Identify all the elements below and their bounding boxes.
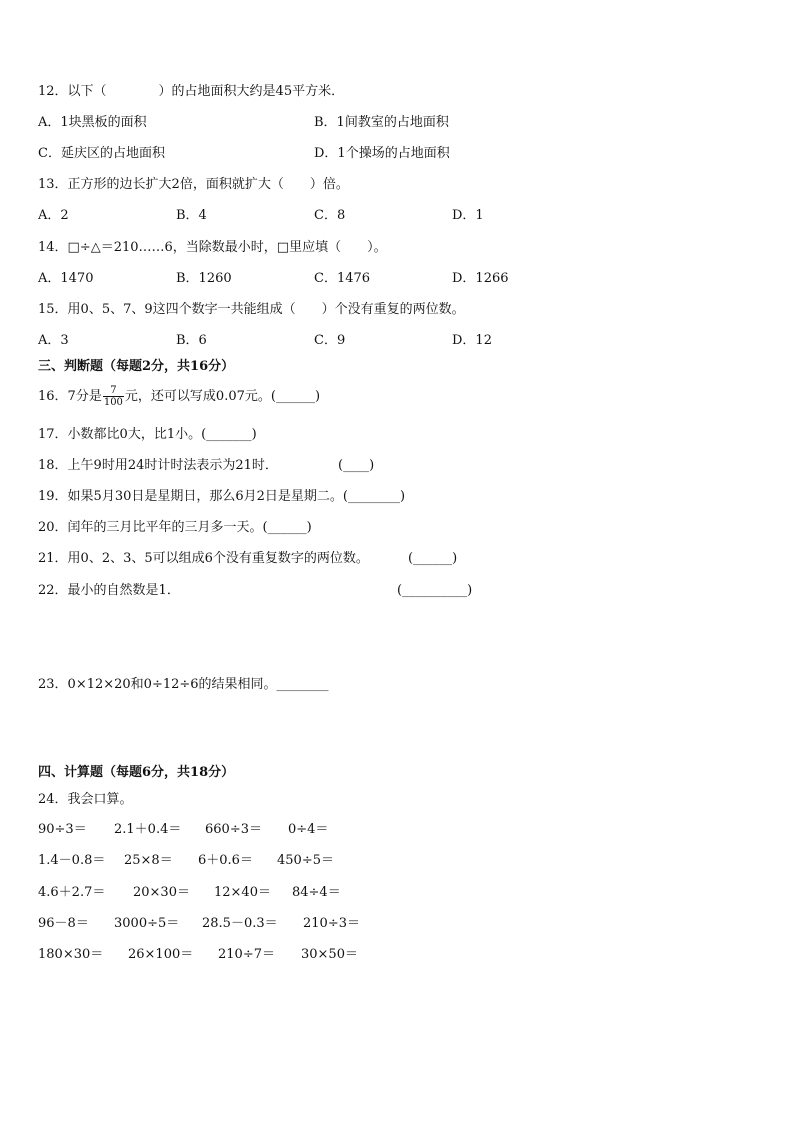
calc-item: 3000÷5＝ xyxy=(114,916,180,931)
q15-option-a: A．3 xyxy=(38,333,69,348)
q13-option-b: B．4 xyxy=(176,208,207,223)
question-13-stem: 13．正方形的边长扩大2倍，面积就扩大（ ）倍。 xyxy=(38,177,349,192)
question-22-text: 22．最小的自然数是1． xyxy=(38,583,180,598)
calc-item: 450÷5＝ xyxy=(277,853,334,868)
question-17: 17．小数都比0大，比1小。(_______) xyxy=(38,427,257,442)
section-4-heading: 四、计算题（每题6分，共18分） xyxy=(38,765,235,780)
calc-item: 210÷3＝ xyxy=(303,916,360,931)
question-18-answer-blank: (____) xyxy=(338,458,375,473)
section-3-heading: 三、判断题（每题2分，共16分） xyxy=(38,359,235,374)
question-23: 23．0×12×20和0÷12÷6的结果相同。________ xyxy=(38,677,329,692)
calc-item: 660÷3＝ xyxy=(205,822,262,837)
q15-option-d: D．12 xyxy=(452,333,492,348)
question-21-text: 21．用0、2、3、5可以组成6个没有重复数字的两位数。 xyxy=(38,551,369,566)
q16-fraction-denominator: 100 xyxy=(103,397,123,408)
calc-item: 4.6＋2.7＝ xyxy=(38,885,106,900)
question-19: 19．如果5月30日是星期日，那么6月2日是星期二。(________) xyxy=(38,489,406,504)
question-12-stem: 12．以下（ ）的占地面积大约是45平方米． xyxy=(38,84,345,99)
question-21-answer-blank: (______) xyxy=(408,551,458,566)
q14-option-d: D．1266 xyxy=(452,271,509,286)
q12-option-d: D．1个操场的占地面积 xyxy=(314,146,450,161)
calc-item: 0÷4＝ xyxy=(288,822,329,837)
q16-text-after: 元，还可以写成0.07元。(______) xyxy=(124,389,321,404)
question-22-answer-blank: (__________) xyxy=(397,583,473,598)
q16-fraction-numerator: 7 xyxy=(103,385,124,397)
calc-item: 12×40＝ xyxy=(214,885,271,900)
question-14-stem: 14．□÷△＝210……6，当除数最小时，□里应填（ ）。 xyxy=(38,240,387,255)
calc-item: 25×8＝ xyxy=(124,853,173,868)
q13-option-c: C．8 xyxy=(314,208,346,223)
q14-option-b: B．1260 xyxy=(176,271,232,286)
q16-text-before: 16．7分是 xyxy=(38,389,102,404)
q14-option-a: A．1470 xyxy=(38,271,94,286)
q13-option-a: A．2 xyxy=(38,208,69,223)
q15-option-c: C．9 xyxy=(314,333,346,348)
calc-item: 20×30＝ xyxy=(133,885,190,900)
question-18-text: 18．上午9时用24时计时法表示为21时． xyxy=(38,458,278,473)
calc-item: 84÷4＝ xyxy=(292,885,341,900)
q12-option-c: C．延庆区的占地面积 xyxy=(38,146,165,161)
calc-item: 28.5－0.3＝ xyxy=(202,916,278,931)
calc-item: 210÷7＝ xyxy=(218,947,275,962)
q13-option-d: D．1 xyxy=(452,208,484,223)
calc-item: 30×50＝ xyxy=(301,947,358,962)
calc-item: 1.4－0.8＝ xyxy=(38,853,106,868)
calc-item: 90÷3＝ xyxy=(38,822,87,837)
calc-item: 180×30＝ xyxy=(38,947,104,962)
q16-fraction xyxy=(103,385,124,408)
calc-item: 6＋0.6＝ xyxy=(198,853,253,868)
question-24-stem: 24．我会口算。 xyxy=(38,792,133,807)
q14-option-c: C．1476 xyxy=(314,271,371,286)
calc-item: 26×100＝ xyxy=(128,947,194,962)
question-16 xyxy=(38,384,320,410)
calc-item: 2.1＋0.4＝ xyxy=(114,822,182,837)
question-20: 20．闰年的三月比平年的三月多一天。(______) xyxy=(38,520,312,535)
question-15-stem: 15．用0、5、7、9这四个数字一共能组成（ ）个没有重复的两位数。 xyxy=(38,302,465,317)
q12-option-b: B．1间教室的占地面积 xyxy=(314,115,449,130)
q15-option-b: B．6 xyxy=(176,333,207,348)
q12-option-a: A．1块黑板的面积 xyxy=(38,115,147,130)
calc-item: 96－8＝ xyxy=(38,916,89,931)
